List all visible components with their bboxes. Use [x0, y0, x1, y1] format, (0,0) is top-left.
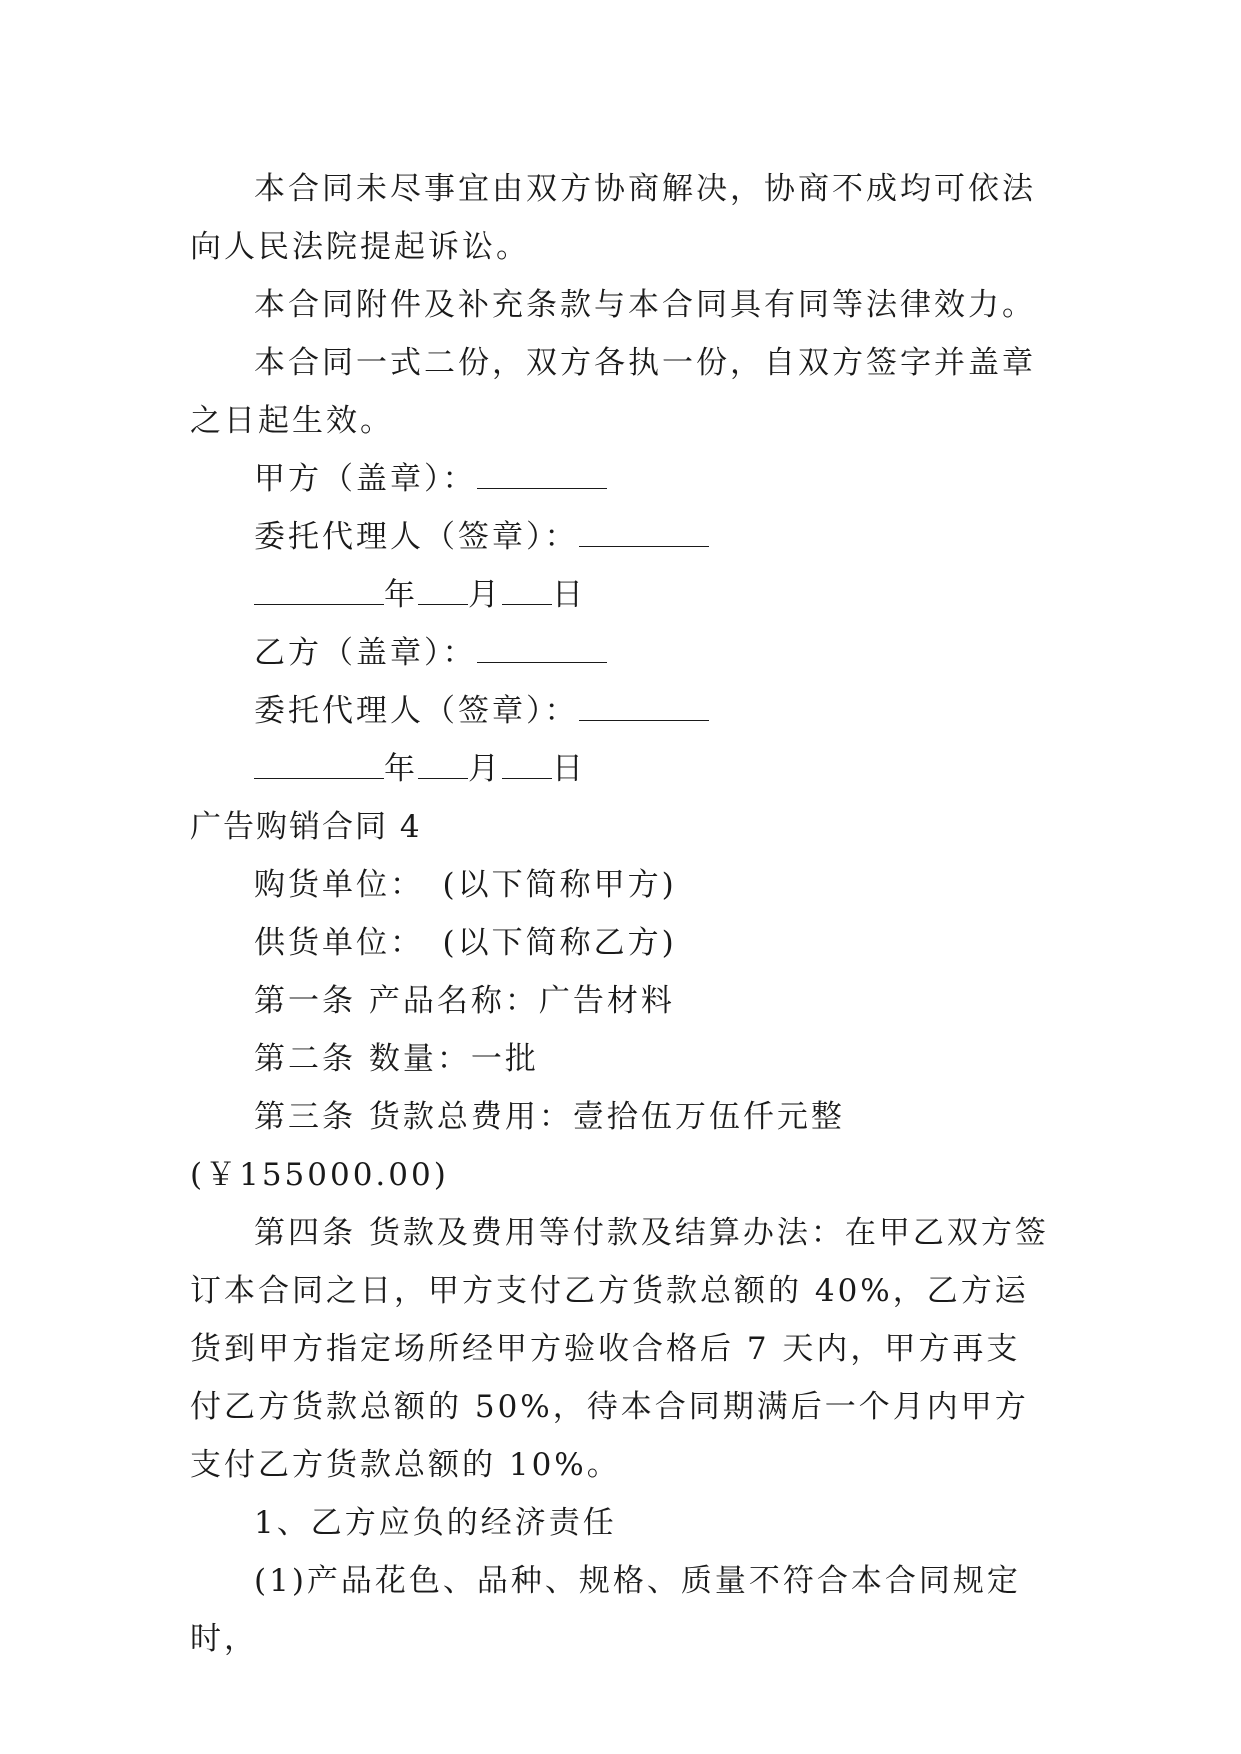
party-a-seal-blank	[477, 468, 607, 489]
date-b-day-label: 日	[552, 751, 586, 787]
date-a-year-blank	[254, 584, 384, 605]
supplier-line: 供货单位： (以下简称乙方)	[254, 925, 677, 961]
agent-a-sign-blank	[579, 526, 709, 547]
paragraph-dispute: 本合同未尽事宜由双方协商解决，协商不成均可依法向人民法院提起诉讼。	[190, 171, 1036, 265]
section-title: 广告购销合同 4	[190, 809, 422, 845]
article-1: 第一条 产品名称：广告材料	[254, 983, 675, 1019]
date-a-day-blank	[502, 584, 552, 605]
party-b-seal-line	[190, 624, 1050, 682]
date-a-day-label: 日	[552, 577, 586, 613]
date-b-year-blank	[254, 758, 384, 779]
date-b-line	[190, 740, 1050, 798]
date-b-month-blank	[418, 758, 468, 779]
date-a-line	[190, 566, 1050, 624]
article-4: 第四条 货款及费用等付款及结算办法：在甲乙双方签订本合同之日，甲方支付乙方货款总额的 40%，乙方运货到甲方指定场所经甲方验收合格后 7 天内，甲方再支付乙方货款总额的 50%，待本合同期满后一个月内甲方支付乙方货款总额的 10%。	[190, 1215, 1049, 1483]
buyer-line: 购货单位： (以下简称甲方)	[254, 867, 677, 903]
item-1: 1、乙方应负的经济责任	[254, 1505, 617, 1541]
party-b-seal-label: 乙方（盖章）：	[254, 635, 477, 671]
date-b-month-label: 月	[468, 751, 502, 787]
date-b-day-blank	[502, 758, 552, 779]
agent-b-sign-label: 委托代理人（签章）：	[254, 693, 579, 729]
agent-b-sign-blank	[579, 700, 709, 721]
party-b-seal-blank	[477, 642, 607, 663]
item-1-1: (1)产品花色、品种、规格、质量不符合本合同规定时，	[190, 1563, 1021, 1657]
article-3: 第三条 货款总费用：壹拾伍万伍仟元整(￥155000.00)	[190, 1099, 845, 1193]
article-2: 第二条 数量：一批	[254, 1041, 539, 1077]
party-a-seal-label: 甲方（盖章）：	[254, 461, 477, 497]
document-body	[190, 160, 1050, 1668]
agent-b-sign-line	[190, 682, 1050, 740]
date-b-year-label: 年	[384, 751, 418, 787]
paragraph-copies: 本合同一式二份，双方各执一份，自双方签字并盖章之日起生效。	[190, 345, 1036, 439]
party-a-seal-line	[190, 450, 1050, 508]
paragraph-attachments: 本合同附件及补充条款与本合同具有同等法律效力。	[254, 287, 1036, 323]
date-a-month-label: 月	[468, 577, 502, 613]
date-a-year-label: 年	[384, 577, 418, 613]
agent-a-sign-label: 委托代理人（签章）：	[254, 519, 579, 555]
date-a-month-blank	[418, 584, 468, 605]
agent-a-sign-line	[190, 508, 1050, 566]
